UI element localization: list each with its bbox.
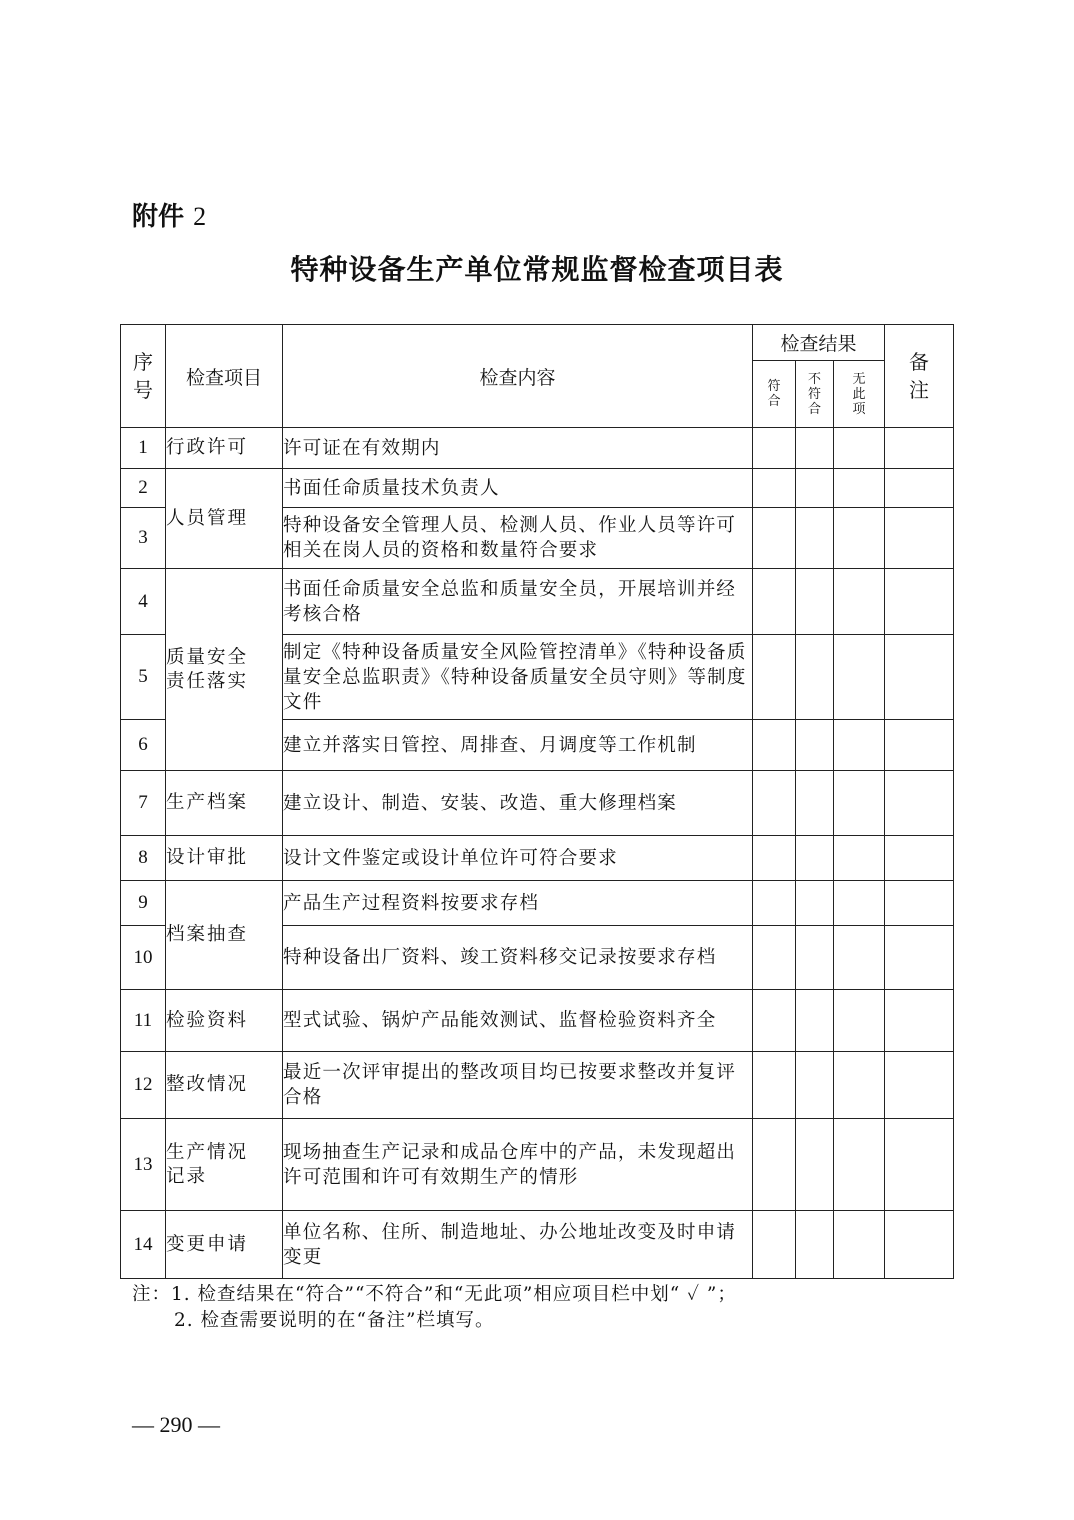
attachment-label <box>132 196 206 233</box>
remark-cell[interactable] <box>885 990 954 1052</box>
attachment-text: 附件 <box>132 202 185 232</box>
fail-cell[interactable] <box>796 881 834 926</box>
header-seq <box>121 325 166 428</box>
fail-cell[interactable] <box>796 720 834 771</box>
pass-cell[interactable] <box>753 508 796 569</box>
fail-cell[interactable] <box>796 428 834 469</box>
na-cell[interactable] <box>834 881 885 926</box>
table-row <box>121 1119 954 1211</box>
header-row-1 <box>121 325 954 361</box>
row-index: 12 <box>121 1052 166 1119</box>
header-na-char-2: 此 <box>852 386 866 402</box>
remark-cell[interactable] <box>885 1052 954 1119</box>
fail-cell[interactable] <box>796 1211 834 1279</box>
page-title: 特种设备生产单位常规监督检查项目表 <box>290 253 784 286</box>
na-cell[interactable] <box>834 469 885 508</box>
row-index: 11 <box>121 990 166 1052</box>
header-na-char-1: 无 <box>852 371 866 387</box>
remark-cell[interactable] <box>885 881 954 926</box>
pass-cell[interactable] <box>753 1052 796 1119</box>
fail-cell[interactable] <box>796 1119 834 1211</box>
remark-cell[interactable] <box>885 508 954 569</box>
row-index: 6 <box>121 720 166 771</box>
check-content: 型式试验、锅炉产品能效测试、监督检验资料齐全 <box>283 990 753 1052</box>
header-remark-char-2: 注 <box>909 378 929 402</box>
na-cell[interactable] <box>834 1119 885 1211</box>
na-cell[interactable] <box>834 569 885 635</box>
header-fail-char-1: 不 <box>807 371 821 387</box>
remark-cell[interactable] <box>885 720 954 771</box>
na-cell[interactable] <box>834 1211 885 1279</box>
fail-cell[interactable] <box>796 836 834 881</box>
row-index: 2 <box>121 469 166 508</box>
check-item-line-2: 责任落实 <box>166 670 249 692</box>
fail-cell[interactable] <box>796 469 834 508</box>
table-row <box>121 1052 954 1119</box>
row-index: 13 <box>121 1119 166 1211</box>
check-content: 特种设备安全管理人员、检测人员、作业人员等许可相关在岗人员的资格和数量符合要求 <box>283 508 753 569</box>
check-item: 行政许可 <box>166 428 283 469</box>
header-result: 检查结果 <box>753 325 885 361</box>
check-item: 生产档案 <box>166 771 283 836</box>
check-content: 现场抽查生产记录和成品仓库中的产品，未发现超出许可范围和许可有效期生产的情形 <box>283 1119 753 1211</box>
na-cell[interactable] <box>834 508 885 569</box>
check-content: 单位名称、住所、制造地址、办公地址改变及时申请变更 <box>283 1211 753 1279</box>
fail-cell[interactable] <box>796 569 834 635</box>
remark-cell[interactable] <box>885 926 954 990</box>
table-notes <box>132 1282 737 1334</box>
pass-cell[interactable] <box>753 635 796 720</box>
header-remark-char-1: 备 <box>909 350 929 374</box>
header-pass-char-2: 合 <box>767 394 781 409</box>
header-remark <box>885 325 954 428</box>
check-item: 设计审批 <box>166 836 283 881</box>
pass-cell[interactable] <box>753 469 796 508</box>
na-cell[interactable] <box>834 720 885 771</box>
header-pass-char-1: 符 <box>767 379 781 394</box>
fail-cell[interactable] <box>796 508 834 569</box>
pass-cell[interactable] <box>753 771 796 836</box>
na-cell[interactable] <box>834 926 885 990</box>
check-content: 建立并落实日管控、周排查、月调度等工作机制 <box>283 720 753 771</box>
row-index: 5 <box>121 635 166 720</box>
check-content: 最近一次评审提出的整改项目均已按要求整改并复评合格 <box>283 1052 753 1119</box>
header-seq-char-2: 号 <box>133 378 153 402</box>
check-content: 书面任命质量安全总监和质量安全员，开展培训并经考核合格 <box>283 569 753 635</box>
check-item: 人员管理 <box>166 469 283 569</box>
table-row <box>121 428 954 469</box>
inspection-table <box>120 324 954 1279</box>
check-item-line-1: 质量安全 <box>166 646 249 668</box>
table-row <box>121 1211 954 1279</box>
na-cell[interactable] <box>834 771 885 836</box>
row-index: 7 <box>121 771 166 836</box>
check-item: 检验资料 <box>166 990 283 1052</box>
header-content: 检查内容 <box>283 325 753 428</box>
check-item: 整改情况 <box>166 1052 283 1119</box>
header-fail-char-3: 合 <box>807 401 821 417</box>
table-row <box>121 469 954 508</box>
remark-cell[interactable] <box>885 469 954 508</box>
fail-cell[interactable] <box>796 926 834 990</box>
row-index: 3 <box>121 508 166 569</box>
remark-cell[interactable] <box>885 1119 954 1211</box>
remark-cell[interactable] <box>885 635 954 720</box>
check-content: 设计文件鉴定或设计单位许可符合要求 <box>283 836 753 881</box>
check-content: 书面任命质量技术负责人 <box>283 469 753 508</box>
row-index: 14 <box>121 1211 166 1279</box>
check-item <box>166 1119 283 1211</box>
table-row <box>121 990 954 1052</box>
pass-cell[interactable] <box>753 428 796 469</box>
na-cell[interactable] <box>834 1052 885 1119</box>
check-content: 建立设计、制造、安装、改造、重大修理档案 <box>283 771 753 836</box>
check-item: 变更申请 <box>166 1211 283 1279</box>
check-item-line-2: 记录 <box>166 1165 208 1187</box>
na-cell[interactable] <box>834 836 885 881</box>
pass-cell[interactable] <box>753 569 796 635</box>
fail-cell[interactable] <box>796 771 834 836</box>
row-index: 10 <box>121 926 166 990</box>
header-fail-char-2: 符 <box>807 386 821 402</box>
header-item: 检查项目 <box>166 325 283 428</box>
check-content: 产品生产过程资料按要求存档 <box>283 881 753 926</box>
pass-cell[interactable] <box>753 836 796 881</box>
na-cell[interactable] <box>834 635 885 720</box>
pass-cell[interactable] <box>753 1211 796 1279</box>
remark-cell[interactable] <box>885 836 954 881</box>
pass-cell[interactable] <box>753 720 796 771</box>
pass-cell[interactable] <box>753 1119 796 1211</box>
fail-cell[interactable] <box>796 1052 834 1119</box>
header-na <box>834 361 885 428</box>
table-row <box>121 569 954 635</box>
row-index: 1 <box>121 428 166 469</box>
check-item <box>166 569 283 771</box>
pass-cell[interactable] <box>753 926 796 990</box>
pass-cell[interactable] <box>753 881 796 926</box>
note-line-1: 注：1. 检查结果在“符合”“不符合”和“无此项”相应项目栏中划“ ✓ ”； <box>132 1284 737 1305</box>
remark-cell[interactable] <box>885 569 954 635</box>
header-fail <box>796 361 834 428</box>
attachment-number: 2 <box>193 202 207 231</box>
check-item: 档案抽查 <box>166 881 283 990</box>
row-index: 9 <box>121 881 166 926</box>
check-content: 许可证在有效期内 <box>283 428 753 469</box>
remark-cell[interactable] <box>885 428 954 469</box>
check-content: 特种设备出厂资料、竣工资料移交记录按要求存档 <box>283 926 753 990</box>
na-cell[interactable] <box>834 990 885 1052</box>
row-index: 4 <box>121 569 166 635</box>
header-pass <box>753 361 796 428</box>
header-seq-char-1: 序 <box>133 350 153 374</box>
page-number: — 290 — <box>132 1412 220 1437</box>
pass-cell[interactable] <box>753 990 796 1052</box>
fail-cell[interactable] <box>796 635 834 720</box>
header-na-char-3: 项 <box>852 401 866 417</box>
fail-cell[interactable] <box>796 990 834 1052</box>
remark-cell[interactable] <box>885 771 954 836</box>
check-item-line-1: 生产情况 <box>166 1141 249 1163</box>
table-row <box>121 836 954 881</box>
remark-cell[interactable] <box>885 1211 954 1279</box>
table-row <box>121 771 954 836</box>
row-index: 8 <box>121 836 166 881</box>
na-cell[interactable] <box>834 428 885 469</box>
table-row <box>121 881 954 926</box>
check-content: 制定《特种设备质量安全风险管控清单》《特种设备质量安全总监职责》《特种设备质量安全员守则》等制度文件 <box>283 635 753 720</box>
note-line-2: 2. 检查需要说明的在“备注”栏填写。 <box>174 1310 495 1331</box>
